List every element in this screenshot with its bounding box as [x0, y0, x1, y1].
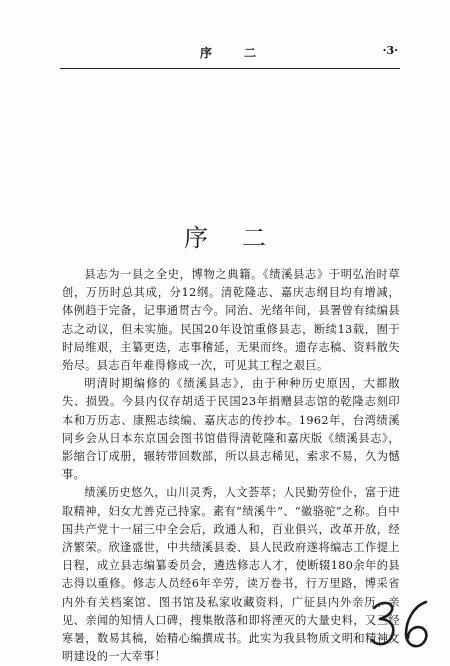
paragraph: 县志为一县之全史，博物之典籍。《绩溪县志》于明弘治时草创，万历时总其成，分12纲。清乾隆志、嘉庆志纲目均有增减，体例趋于完备，记事通贯古今。同治、光绪年间，县署曾有续编县志之动议，但未实施。民国20年设馆重修县志，断续13载，囿于时局维艰，主纂更迭，志事稽延，无果而终。遗存志稿、资料散失殆尽。县志百年难得修成一次，可见其工程之艰巨。 [62, 268, 400, 373]
handwritten-page-mark [368, 598, 438, 652]
running-title: 序 二 [200, 46, 267, 60]
body-text [62, 266, 400, 666]
chapter-title: 序二 [184, 224, 300, 252]
paragraph: 明清时期编修的《绩溪县志》，由于种种历史原因，大都散失、损毁。今县内仅存胡适于民国23年捐赠县志馆的乾隆志刻印本和万历志、康熙志续编、嘉庆志的传抄本。1962年，台湾绩溪同乡会从日本东京国会图书馆借得清乾隆和嘉庆版《绩溪县志》，影缩合订成册，辗转带回数部，所以县志稀见，索求不易，久为憾事。 [62, 377, 400, 482]
header-rule [60, 68, 400, 69]
page-header [60, 44, 400, 62]
paragraph: 绩溪历史悠久，山川灵秀，人文荟萃；人民勤劳俭仆，富于进取精神，妇女尤善克己持家。素有“绩溪牛”、“徽骆驼”之称。自中国共产党十一届三中全会后，政通人和，百业俱兴，改革开放，经济繁荣。欣逢盛世，中共绩溪县委、县人民政府遂将编志工作提上日程，成立县志编纂委员会，遴选修志人才，使断辍180余年的县志得以重修。修志人员经6年辛劳，读万卷书，行万里路，博采省内外有关档案馆、图书馆及私家收藏资料，广征县内外亲历、亲见、亲闻的知情人口碑，搜集散落和即将湮灭的大量史料，又三经寒暑，数易其稿，始精心编撰成书。此实为我县物质文明和精神文明建设的一大幸事！ [62, 486, 400, 664]
page-number: ·3· [382, 44, 398, 57]
